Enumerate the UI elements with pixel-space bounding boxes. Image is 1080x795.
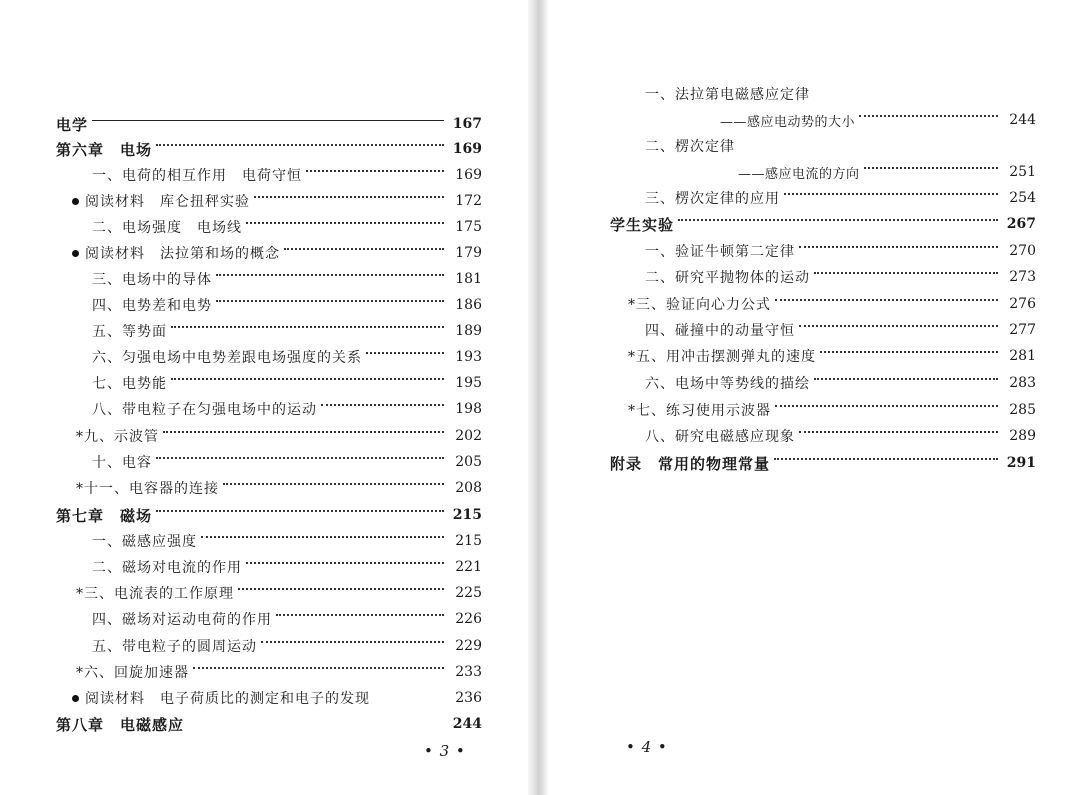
toc-entry-title: 第六章 电场 [56, 140, 153, 159]
toc-entry [610, 212, 1036, 236]
dot-leader [859, 115, 998, 117]
toc-entry-title: 八、研究电磁感应现象 [645, 429, 795, 445]
toc-entry-page: 169 [455, 167, 482, 183]
toc-entry [72, 686, 482, 710]
toc-entry-page: 169 [452, 141, 482, 157]
toc-entry-page: 276 [1009, 296, 1036, 312]
dot-leader [374, 693, 444, 695]
toc-entry-title: *五、用冲击摆测弹丸的速度 [628, 349, 816, 365]
dot-leader [156, 144, 444, 146]
dot-leader [238, 588, 444, 590]
dot-leader [775, 299, 998, 301]
toc-entry-title: 阅读材料 库仑扭秤实验 [85, 194, 250, 210]
toc-entry-title: 五、等势面 [92, 324, 167, 340]
toc-entry [56, 503, 482, 527]
toc-entry-page: 175 [455, 219, 482, 235]
toc-entry-title: 十、电容 [92, 455, 152, 471]
toc-entry-page: 215 [455, 533, 482, 549]
toc-entry [645, 82, 1036, 106]
toc-entry [92, 529, 482, 553]
toc-entry-title: 七、电势能 [92, 376, 167, 392]
toc-entry-page: 270 [1009, 243, 1036, 259]
toc-entry-title: *六、回旋加速器 [76, 665, 189, 681]
toc-entry [76, 476, 482, 500]
toc-entry-page: 244 [452, 716, 482, 732]
dot-leader [814, 378, 998, 380]
dot-leader [276, 614, 444, 616]
toc-entry-page: 291 [1006, 455, 1036, 471]
dot-leader [678, 219, 998, 221]
dot-leader [864, 167, 998, 169]
dot-leader [799, 246, 998, 248]
toc-entry-title: ——感应电动势的大小 [720, 114, 856, 130]
toc-entry-page: 181 [455, 271, 482, 287]
toc-entry-title: 六、电场中等势线的描绘 [645, 376, 810, 392]
toc-entry-title: 学生实验 [610, 215, 675, 234]
dot-leader [223, 483, 444, 485]
toc-entry-title: 第七章 磁场 [56, 506, 153, 525]
toc-entry-title: 五、带电粒子的圆周运动 [92, 639, 257, 655]
toc-entry [92, 345, 482, 369]
toc-entry-title: 第八章 电磁感应 [56, 715, 185, 734]
toc-entry [92, 215, 482, 239]
toc-entry [645, 265, 1036, 289]
toc-entry [76, 660, 482, 684]
toc-entry [92, 397, 482, 421]
toc-entry-title: 附录 常用的物理常量 [610, 454, 771, 473]
toc-entry-title: *三、电流表的工作原理 [76, 586, 234, 602]
toc-entry [72, 241, 482, 265]
toc-entry-page: 254 [1009, 190, 1036, 206]
dot-leader [216, 274, 444, 276]
toc-entry-title: *九、示波管 [76, 429, 159, 445]
dot-leader [171, 326, 444, 328]
dot-leader [163, 431, 444, 433]
toc-entry-title: 电学 [56, 115, 89, 134]
toc-entry [645, 239, 1036, 263]
dot-leader [171, 378, 444, 380]
dot-leader [188, 719, 444, 721]
toc-entry-title: *七、练习使用示波器 [628, 403, 771, 419]
toc-entry-title: 阅读材料 法拉第和场的概念 [85, 246, 280, 262]
dot-leader [366, 352, 444, 354]
toc-entry [645, 371, 1036, 395]
dot-leader [246, 222, 444, 224]
toc-entry-page: 281 [1009, 348, 1036, 364]
toc-entry-title: 二、研究平抛物体的运动 [645, 270, 810, 286]
toc-entry-title: *十一、电容器的连接 [76, 481, 219, 497]
toc-entry-title: 二、楞次定律 [645, 139, 735, 155]
toc-entry-title: 一、磁感应强度 [92, 534, 197, 550]
toc-entry-page: 225 [455, 585, 482, 601]
dot-leader [321, 404, 444, 406]
dot-leader [156, 457, 444, 459]
toc-entry [645, 424, 1036, 448]
toc-entry [76, 424, 482, 448]
toc-entry-title: 四、碰撞中的动量守恒 [645, 323, 795, 339]
right-page [548, 0, 1080, 795]
toc-entry [645, 186, 1036, 210]
toc-entry-title: 二、磁场对电流的作用 [92, 560, 242, 576]
toc-entry-page: 289 [1009, 428, 1036, 444]
toc-entry-title: 阅读材料 电子荷质比的测定和电子的发现 [85, 691, 370, 707]
dot-leader [814, 272, 998, 274]
bullet-icon [72, 198, 79, 205]
toc-entry-page: 193 [455, 349, 482, 365]
toc-entry-title: 一、验证牛顿第二定律 [645, 244, 795, 260]
toc-entry-title: 三、电场中的导体 [92, 272, 212, 288]
toc-entry-page: 226 [455, 611, 482, 627]
toc-entry-title: 三、楞次定律的应用 [645, 191, 780, 207]
dot-leader [261, 641, 444, 643]
toc-entry-page: 229 [455, 638, 482, 654]
toc-entry-page: 205 [455, 454, 482, 470]
toc-entry [738, 160, 1036, 184]
toc-entry-page: 186 [455, 297, 482, 313]
book-gutter [528, 0, 548, 795]
toc-entry-title: *三、验证向心力公式 [628, 297, 771, 313]
toc-entry-title: 六、匀强电场中电势差跟电场强度的关系 [92, 350, 362, 366]
toc-entry [92, 450, 482, 474]
page-number: • 3 • [424, 742, 466, 760]
toc-entry-page: 167 [452, 116, 482, 132]
toc-entry-title: 八、带电粒子在匀强电场中的运动 [92, 402, 317, 418]
dot-leader [784, 193, 998, 195]
toc-entry-page: 236 [455, 690, 482, 706]
dot-leader [216, 300, 444, 302]
toc-entry-page: 221 [455, 559, 482, 575]
toc-entry [92, 267, 482, 291]
toc-entry-page: 172 [455, 193, 482, 209]
toc-entry-page: 179 [455, 245, 482, 261]
toc-entry [72, 189, 482, 213]
dot-leader [193, 667, 444, 669]
toc-entry-title: 四、磁场对运动电荷的作用 [92, 612, 272, 628]
dot-leader [306, 170, 444, 172]
toc-entry-title: 一、法拉第电磁感应定律 [645, 87, 810, 103]
toc-entry [92, 634, 482, 658]
dot-leader [284, 248, 444, 250]
dot-leader [92, 120, 444, 121]
toc-entry-title: ——感应电流的方向 [738, 166, 860, 182]
toc-entry [92, 293, 482, 317]
toc-entry [645, 134, 1036, 158]
dot-leader [246, 562, 444, 564]
toc-entry [56, 112, 482, 136]
toc-entry-page: 277 [1009, 322, 1036, 338]
toc-entry-title: 四、电势差和电势 [92, 298, 212, 314]
toc-entry-title: 二、电场强度 电场线 [92, 220, 242, 236]
toc-entry-page: 273 [1009, 269, 1036, 285]
toc-entry-page: 195 [455, 375, 482, 391]
toc-entry-page: 202 [455, 428, 482, 444]
toc-entry [56, 137, 482, 161]
dot-leader [156, 510, 444, 512]
left-page [0, 0, 528, 795]
toc-entry-page: 233 [455, 664, 482, 680]
toc-entry [92, 163, 482, 187]
dot-leader [775, 405, 998, 407]
toc-entry [645, 318, 1036, 342]
toc-entry [628, 292, 1036, 316]
toc-entry [76, 581, 482, 605]
dot-leader [201, 536, 444, 538]
toc-entry [92, 371, 482, 395]
toc-entry-page: 251 [1009, 164, 1036, 180]
toc-entry-page: 285 [1009, 402, 1036, 418]
bullet-icon [72, 250, 79, 257]
toc-entry [92, 555, 482, 579]
toc-entry-page: 215 [452, 507, 482, 523]
dot-leader [820, 351, 998, 353]
page-number: • 4 • [626, 738, 668, 756]
toc-entry-page: 244 [1009, 112, 1036, 128]
dot-leader [774, 458, 998, 460]
toc-entry [628, 344, 1036, 368]
toc-entry-title: 一、电荷的相互作用 电荷守恒 [92, 168, 302, 184]
dot-leader [799, 325, 998, 327]
toc-entry [628, 398, 1036, 422]
toc-entry [56, 712, 482, 736]
toc-entry [720, 108, 1036, 132]
toc-entry-page: 267 [1006, 216, 1036, 232]
dot-leader [254, 196, 444, 198]
toc-entry-page: 189 [455, 323, 482, 339]
toc-entry [92, 319, 482, 343]
bullet-icon [72, 695, 79, 702]
toc-entry [610, 451, 1036, 475]
toc-entry-page: 283 [1009, 375, 1036, 391]
toc-entry-page: 198 [455, 401, 482, 417]
toc-entry-page: 208 [455, 480, 482, 496]
dot-leader [799, 431, 998, 433]
toc-entry [92, 607, 482, 631]
